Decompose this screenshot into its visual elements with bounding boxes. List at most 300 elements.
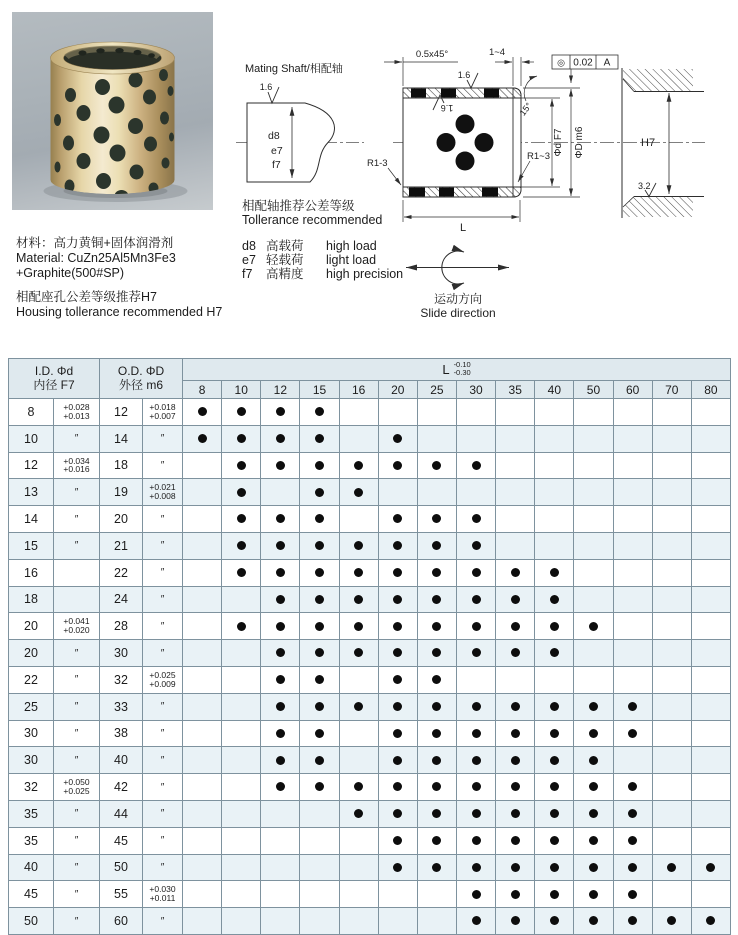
availability-cell <box>183 774 222 801</box>
availability-cell <box>456 854 495 881</box>
availability-cell <box>300 479 339 506</box>
availability-cell <box>378 854 417 881</box>
id-tolerance: +0.050 +0.025 <box>54 774 100 801</box>
available-dot <box>432 675 441 684</box>
od-value: 12 <box>100 399 143 426</box>
table-row <box>9 854 731 881</box>
availability-cell <box>574 827 613 854</box>
availability-cell <box>183 452 222 479</box>
table-row <box>9 720 731 747</box>
od-tolerance: ″ <box>143 559 183 586</box>
od-value: 21 <box>100 532 143 559</box>
availability-cell <box>417 399 456 426</box>
availability-cell <box>652 881 691 908</box>
availability-cell <box>261 586 300 613</box>
availability-cell <box>691 774 730 801</box>
availability-cell <box>417 613 456 640</box>
available-dot <box>432 809 441 818</box>
availability-cell <box>456 586 495 613</box>
od-tolerance: ″ <box>143 586 183 613</box>
od-tolerance: ″ <box>143 854 183 881</box>
od-header-line1: O.D. ΦD <box>117 364 165 378</box>
availability-cell <box>613 881 652 908</box>
availability-cell <box>183 399 222 426</box>
id-tolerance: ″ <box>54 425 100 452</box>
availability-cell <box>378 747 417 774</box>
availability-cell <box>535 908 574 935</box>
availability-cell <box>417 586 456 613</box>
id-tolerance: +0.041 +0.020 <box>54 613 100 640</box>
shaft-tolerance-heading <box>242 199 382 227</box>
availability-cell <box>496 666 535 693</box>
length-size-header: 15 <box>300 381 339 399</box>
available-dot <box>432 756 441 765</box>
availability-cell <box>339 854 378 881</box>
id-tolerance: +0.028 +0.013 <box>54 399 100 426</box>
available-dot <box>472 702 481 711</box>
id-value: 20 <box>9 613 54 640</box>
available-dot <box>237 514 246 523</box>
available-dot <box>511 863 520 872</box>
availability-cell <box>261 827 300 854</box>
availability-cell <box>652 479 691 506</box>
availability-cell <box>222 854 261 881</box>
available-dot <box>354 595 363 604</box>
availability-cell <box>222 506 261 533</box>
length-tolerance <box>454 361 471 377</box>
od-value: 50 <box>100 854 143 881</box>
availability-cell <box>183 640 222 667</box>
od-value: 18 <box>100 452 143 479</box>
availability-cell <box>222 827 261 854</box>
available-dot <box>276 729 285 738</box>
id-value: 22 <box>9 666 54 693</box>
length-tol-lower: -0.30 <box>453 368 471 378</box>
available-dot <box>472 514 481 523</box>
availability-cell <box>300 881 339 908</box>
available-dot <box>315 434 324 443</box>
table-row <box>9 774 731 801</box>
availability-cell <box>456 881 495 908</box>
available-dot <box>354 461 363 470</box>
available-dot <box>550 916 559 925</box>
id-value: 20 <box>9 640 54 667</box>
available-dot <box>432 729 441 738</box>
available-dot <box>276 756 285 765</box>
datum-letter: A <box>603 57 611 69</box>
grade-cn: 高精度 <box>266 266 304 281</box>
availability-cell <box>378 666 417 693</box>
available-dot <box>550 782 559 791</box>
availability-cell <box>339 640 378 667</box>
availability-cell <box>300 666 339 693</box>
available-dot <box>315 675 324 684</box>
available-dot <box>511 809 520 818</box>
availability-cell <box>222 532 261 559</box>
id-tolerance: ″ <box>54 854 100 881</box>
availability-cell <box>261 854 300 881</box>
availability-cell <box>222 425 261 452</box>
availability-cell <box>261 506 300 533</box>
availability-cell <box>417 425 456 452</box>
availability-cell <box>535 399 574 426</box>
available-dot <box>628 809 637 818</box>
material-line-en: Material: CuZn25Al5Mn3Fe3 <box>16 251 176 265</box>
radius-label-left: R1-3 <box>367 158 388 169</box>
availability-cell <box>613 827 652 854</box>
availability-cell <box>417 747 456 774</box>
availability-cell <box>613 800 652 827</box>
availability-cell <box>339 693 378 720</box>
availability-cell <box>339 908 378 935</box>
available-dot <box>550 729 559 738</box>
availability-cell <box>574 506 613 533</box>
id-column-header <box>9 359 100 399</box>
availability-cell <box>574 532 613 559</box>
id-value: 15 <box>9 532 54 559</box>
available-dot <box>589 836 598 845</box>
availability-cell <box>339 479 378 506</box>
id-tolerance: +0.034 +0.016 <box>54 452 100 479</box>
availability-cell <box>574 800 613 827</box>
availability-cell <box>496 559 535 586</box>
material-line-en2: +Graphite(500#SP) <box>16 266 125 280</box>
availability-cell <box>613 506 652 533</box>
shaft-roughness-label: 1.6 <box>259 82 273 92</box>
available-dot <box>472 756 481 765</box>
length-size-header: 16 <box>339 381 378 399</box>
available-dot <box>511 568 520 577</box>
id-value: 45 <box>9 881 54 908</box>
availability-cell <box>535 666 574 693</box>
availability-cell <box>535 586 574 613</box>
od-tolerance: ″ <box>143 693 183 720</box>
availability-cell <box>691 586 730 613</box>
bushing-body <box>51 58 175 205</box>
availability-cell <box>496 720 535 747</box>
available-dot <box>511 702 520 711</box>
availability-cell <box>613 854 652 881</box>
od-header-line2: 外径 m6 <box>118 377 163 392</box>
availability-cell <box>222 693 261 720</box>
availability-cell <box>378 693 417 720</box>
available-dot <box>472 648 481 657</box>
available-dot <box>472 916 481 925</box>
housing-line-cn: 相配座孔公差等级推荐H7 <box>16 290 157 304</box>
availability-cell <box>339 425 378 452</box>
availability-cell <box>613 425 652 452</box>
table-row <box>9 693 731 720</box>
availability-cell <box>535 640 574 667</box>
availability-cell <box>574 399 613 426</box>
length-size-header: 10 <box>222 381 261 399</box>
availability-cell <box>652 425 691 452</box>
availability-cell <box>300 425 339 452</box>
id-value: 25 <box>9 693 54 720</box>
available-dot <box>628 782 637 791</box>
surface-roughness-top: 1.6 <box>457 70 471 80</box>
available-dot <box>472 890 481 899</box>
availability-cell <box>222 452 261 479</box>
available-dot <box>432 514 441 523</box>
table-row <box>9 881 731 908</box>
available-dot <box>237 407 246 416</box>
plug-width-dim-label: 1~4 <box>488 47 506 58</box>
availability-cell <box>417 774 456 801</box>
id-value: 32 <box>9 774 54 801</box>
availability-cell <box>300 559 339 586</box>
available-dot <box>472 595 481 604</box>
availability-cell <box>222 800 261 827</box>
availability-cell <box>496 425 535 452</box>
availability-cell <box>691 613 730 640</box>
table-row <box>9 479 731 506</box>
availability-cell <box>417 881 456 908</box>
availability-cell <box>691 881 730 908</box>
table-row <box>9 559 731 586</box>
available-dot <box>550 622 559 631</box>
available-dot <box>393 729 402 738</box>
availability-cell <box>613 613 652 640</box>
table-row <box>9 827 731 854</box>
available-dot <box>276 648 285 657</box>
availability-cell <box>456 747 495 774</box>
availability-cell <box>339 506 378 533</box>
availability-cell <box>613 399 652 426</box>
availability-cell <box>378 559 417 586</box>
available-dot <box>315 595 324 604</box>
availability-cell <box>417 640 456 667</box>
available-dot <box>589 916 598 925</box>
availability-cell <box>574 881 613 908</box>
availability-cell <box>183 559 222 586</box>
availability-cell <box>691 452 730 479</box>
available-dot <box>198 434 207 443</box>
available-dot <box>550 863 559 872</box>
grade-row-f7 <box>242 268 403 282</box>
od-tolerance: ″ <box>143 532 183 559</box>
availability-cell <box>222 908 261 935</box>
tolerance-grades-list <box>242 240 403 281</box>
available-dot <box>276 514 285 523</box>
availability-cell <box>535 747 574 774</box>
od-tolerance: +0.030 +0.011 <box>143 881 183 908</box>
availability-cell <box>222 774 261 801</box>
availability-cell <box>183 908 222 935</box>
availability-cell <box>535 425 574 452</box>
length-tol-upper: -0.10 <box>453 360 471 370</box>
availability-cell <box>535 720 574 747</box>
available-dot <box>432 595 441 604</box>
available-dot <box>706 863 715 872</box>
availability-cell <box>574 908 613 935</box>
available-dot <box>354 782 363 791</box>
availability-cell <box>183 613 222 640</box>
availability-cell <box>183 720 222 747</box>
availability-cell <box>652 506 691 533</box>
available-dot <box>276 622 285 631</box>
availability-cell <box>261 800 300 827</box>
id-value: 13 <box>9 479 54 506</box>
available-dot <box>511 890 520 899</box>
availability-cell <box>535 693 574 720</box>
available-dot <box>628 729 637 738</box>
table-row <box>9 586 731 613</box>
table-row <box>9 506 731 533</box>
available-dot <box>589 809 598 818</box>
availability-cell <box>456 452 495 479</box>
availability-cell <box>300 827 339 854</box>
od-value: 24 <box>100 586 143 613</box>
availability-cell <box>574 720 613 747</box>
od-value: 60 <box>100 908 143 935</box>
technical-drawing <box>365 15 738 243</box>
availability-cell <box>222 399 261 426</box>
id-value: 35 <box>9 827 54 854</box>
availability-cell <box>613 720 652 747</box>
availability-cell <box>183 800 222 827</box>
shaft-fit-e7: e7 <box>271 145 283 157</box>
available-dot <box>432 622 441 631</box>
grade-code: e7 <box>242 252 256 267</box>
id-header-line2: 内径 F7 <box>33 377 75 392</box>
available-dot <box>354 622 363 631</box>
availability-cell <box>456 774 495 801</box>
available-dot <box>276 568 285 577</box>
id-tolerance: ″ <box>54 666 100 693</box>
availability-cell <box>574 774 613 801</box>
availability-cell <box>378 586 417 613</box>
available-dot <box>354 809 363 818</box>
availability-cell <box>378 800 417 827</box>
table-row <box>9 747 731 774</box>
available-dot <box>589 782 598 791</box>
tolerance-heading-en: Tollerance recommended <box>242 213 383 227</box>
housing-tolerance-block <box>16 290 222 320</box>
available-dot <box>276 407 285 416</box>
availability-cell <box>456 399 495 426</box>
availability-cell <box>339 827 378 854</box>
available-dot <box>393 702 402 711</box>
availability-cell <box>339 399 378 426</box>
availability-cell <box>261 613 300 640</box>
availability-cell <box>496 452 535 479</box>
availability-cell <box>300 774 339 801</box>
availability-cell <box>496 800 535 827</box>
product-photo <box>12 12 213 210</box>
length-size-header: 50 <box>574 381 613 399</box>
mating-shaft-title: Mating Shaft/相配轴 <box>245 63 343 75</box>
availability-cell <box>574 666 613 693</box>
available-dot <box>354 488 363 497</box>
availability-cell <box>300 452 339 479</box>
length-size-header: 30 <box>456 381 495 399</box>
availability-cell <box>300 908 339 935</box>
available-dot <box>511 756 520 765</box>
available-dot <box>550 595 559 604</box>
availability-cell <box>183 479 222 506</box>
available-dot <box>393 541 402 550</box>
availability-cell <box>652 774 691 801</box>
concentricity-icon: ◎ <box>557 57 565 68</box>
id-value: 35 <box>9 800 54 827</box>
availability-cell <box>339 747 378 774</box>
availability-cell <box>417 479 456 506</box>
availability-cell <box>652 452 691 479</box>
od-value: 14 <box>100 425 143 452</box>
available-dot <box>315 541 324 550</box>
availability-cell <box>496 479 535 506</box>
availability-cell <box>535 854 574 881</box>
table-row <box>9 613 731 640</box>
availability-cell <box>652 693 691 720</box>
id-value: 12 <box>9 452 54 479</box>
length-size-header: 25 <box>417 381 456 399</box>
availability-cell <box>417 720 456 747</box>
availability-cell <box>261 881 300 908</box>
slide-direction-en: Slide direction <box>420 306 496 320</box>
available-dot <box>276 541 285 550</box>
available-dot <box>315 514 324 523</box>
available-dot <box>472 809 481 818</box>
available-dot <box>628 863 637 872</box>
availability-cell <box>574 640 613 667</box>
grade-cn: 轻载荷 <box>266 252 304 267</box>
available-dot <box>589 729 598 738</box>
availability-cell <box>339 559 378 586</box>
id-value: 10 <box>9 425 54 452</box>
tolerance-heading-cn: 相配轴推荐公差等级 <box>242 199 355 213</box>
availability-cell <box>300 693 339 720</box>
od-tolerance: ″ <box>143 640 183 667</box>
available-dot <box>393 675 402 684</box>
availability-cell <box>339 774 378 801</box>
availability-cell <box>574 425 613 452</box>
availability-cell <box>496 532 535 559</box>
availability-cell <box>261 399 300 426</box>
availability-cell <box>261 720 300 747</box>
available-dot <box>315 407 324 416</box>
availability-cell <box>261 559 300 586</box>
availability-cell <box>378 452 417 479</box>
id-value: 18 <box>9 586 54 613</box>
available-dot <box>393 622 402 631</box>
availability-cell <box>574 452 613 479</box>
availability-cell <box>574 693 613 720</box>
id-value: 30 <box>9 747 54 774</box>
table-row <box>9 532 731 559</box>
available-dot <box>237 568 246 577</box>
geometric-tolerance-frame <box>552 55 618 69</box>
bushing-cross-section <box>403 88 521 197</box>
availability-cell <box>496 774 535 801</box>
available-dot <box>354 568 363 577</box>
available-dot <box>393 461 402 470</box>
radius-label-right: R1~3 <box>527 151 550 162</box>
available-dot <box>354 702 363 711</box>
od-value: 30 <box>100 640 143 667</box>
availability-cell <box>691 559 730 586</box>
od-tolerance: ″ <box>143 425 183 452</box>
availability-cell <box>183 586 222 613</box>
available-dot <box>393 434 402 443</box>
availability-cell <box>378 881 417 908</box>
table-row <box>9 452 731 479</box>
id-tolerance: ″ <box>54 479 100 506</box>
availability-cell <box>261 452 300 479</box>
available-dot <box>511 916 520 925</box>
availability-cell <box>496 747 535 774</box>
